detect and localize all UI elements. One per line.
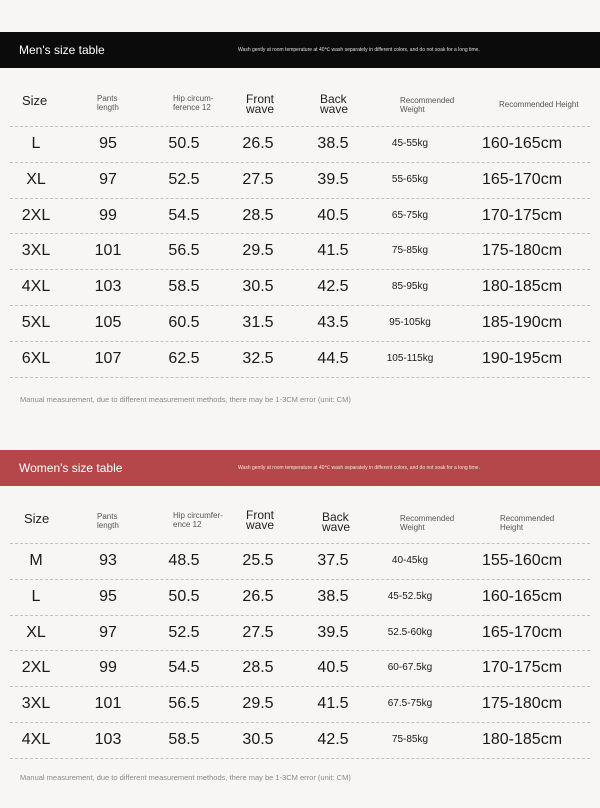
cell-pants: 95	[99, 135, 117, 152]
cell-weight: 105-115kg	[386, 352, 434, 364]
cell-back: 44.5	[317, 349, 349, 367]
cell-weight: 55-65kg	[391, 173, 429, 185]
women-size-table-banner	[0, 450, 600, 486]
table-row	[10, 579, 590, 614]
cell-back: 42.5	[317, 278, 349, 296]
header-back-wave: Back wave	[322, 510, 351, 534]
cell-front: 28.5	[242, 659, 274, 677]
cell-hip: 54.5	[168, 659, 200, 677]
table-row	[10, 198, 590, 233]
table-row	[10, 722, 590, 757]
header-pants-length: Pants length	[97, 512, 119, 530]
cell-pants: 103	[94, 731, 122, 748]
cell-size: XL	[26, 623, 46, 641]
cell-back: 39.5	[317, 623, 349, 641]
cell-hip: 56.5	[168, 695, 200, 713]
cell-size: 4XL	[21, 278, 51, 296]
cell-hip: 52.5	[168, 623, 200, 641]
cell-size: 2XL	[21, 206, 51, 224]
cell-weight: 52.5-60kg	[387, 626, 433, 638]
cell-front: 27.5	[242, 623, 274, 641]
cell-pants: 103	[94, 278, 122, 296]
header-size: Size	[24, 511, 50, 526]
table-row	[10, 686, 590, 721]
cell-height: 180-185cm	[481, 278, 563, 296]
cell-front: 30.5	[242, 278, 274, 296]
header-size: Size	[22, 93, 48, 108]
cell-back: 40.5	[317, 206, 349, 224]
cell-weight: 75-85kg	[391, 245, 429, 257]
cell-front: 25.5	[242, 552, 274, 569]
cell-hip: 56.5	[168, 242, 200, 260]
cell-hip: 58.5	[168, 278, 200, 296]
cell-pants: 99	[99, 206, 117, 224]
men-footnote: Manual measurement, due to different measurement methods, there may be 1-3CM error (unit: CM)	[20, 395, 351, 404]
cell-size: M	[29, 552, 43, 569]
cell-pants: 95	[99, 587, 117, 605]
cell-hip: 62.5	[168, 349, 200, 367]
women-footnote: Manual measurement, due to different measurement methods, there may be 1-3CM error (unit: CM)	[20, 773, 351, 782]
table-row	[10, 269, 590, 304]
cell-pants: 101	[94, 242, 122, 260]
cell-back: 41.5	[317, 695, 349, 713]
cell-height: 165-170cm	[481, 170, 563, 188]
cell-hip: 52.5	[168, 170, 200, 188]
header-recommended-height: Recommended Height	[500, 514, 555, 532]
cell-size: 2XL	[21, 659, 51, 677]
cell-height: 175-180cm	[481, 242, 563, 260]
cell-weight: 60-67.5kg	[387, 662, 433, 674]
cell-height: 160-165cm	[481, 135, 563, 152]
cell-height: 170-175cm	[481, 206, 563, 224]
cell-height: 170-175cm	[481, 659, 563, 677]
cell-size: L	[31, 135, 41, 152]
cell-weight: 95-105kg	[389, 317, 431, 328]
header-front-wave: Front wave	[246, 92, 275, 116]
women-wash-note: Wash gently at room temperature at 40℃ wash separately in different colors, and do not soak for a long time.	[238, 465, 480, 471]
cell-weight: 40-45kg	[391, 555, 429, 566]
cell-height: 175-180cm	[481, 695, 563, 713]
cell-weight: 45-52.5kg	[387, 590, 433, 602]
row-separator	[10, 377, 590, 378]
men-wash-note: Wash gently at room temperature at 40℃ wash separately in different colors, and do not soak for a long time.	[238, 47, 480, 53]
cell-front: 30.5	[242, 731, 274, 748]
cell-size: 5XL	[21, 314, 51, 331]
table-row	[10, 305, 590, 340]
cell-size: 4XL	[21, 731, 51, 748]
cell-pants: 93	[99, 552, 117, 569]
cell-pants: 99	[99, 659, 117, 677]
cell-front: 29.5	[242, 242, 274, 260]
cell-height: 185-190cm	[481, 314, 563, 331]
cell-front: 28.5	[242, 206, 274, 224]
cell-front: 29.5	[242, 695, 274, 713]
cell-back: 37.5	[317, 552, 349, 569]
cell-front: 26.5	[242, 135, 274, 152]
cell-size: 3XL	[21, 242, 51, 260]
table-row	[10, 233, 590, 268]
table-row	[10, 650, 590, 685]
header-hip: Hip circumfer- ence 12	[173, 511, 223, 529]
cell-pants: 105	[94, 314, 122, 331]
table-row	[10, 615, 590, 650]
header-recommended-weight: Recommended Weight	[400, 514, 455, 532]
men-size-table-title: Men's size table	[19, 43, 105, 57]
cell-hip: 60.5	[168, 314, 200, 331]
cell-back: 41.5	[317, 242, 349, 260]
cell-weight: 67.5-75kg	[387, 698, 433, 710]
cell-pants: 97	[99, 170, 117, 188]
cell-hip: 54.5	[168, 206, 200, 224]
cell-height: 165-170cm	[481, 623, 563, 641]
cell-front: 32.5	[242, 349, 274, 367]
row-separator	[10, 758, 590, 759]
cell-height: 160-165cm	[481, 587, 563, 605]
cell-front: 26.5	[242, 587, 274, 605]
cell-pants: 107	[94, 349, 122, 367]
cell-size: 6XL	[21, 349, 51, 367]
cell-size: XL	[26, 170, 46, 188]
cell-height: 190-195cm	[481, 349, 563, 367]
cell-height: 180-185cm	[481, 731, 563, 748]
header-recommended-height: Recommended Height	[499, 100, 579, 109]
cell-back: 39.5	[317, 170, 349, 188]
cell-weight: 75-85kg	[391, 734, 429, 745]
cell-back: 43.5	[317, 314, 349, 331]
cell-front: 27.5	[242, 170, 274, 188]
cell-size: L	[31, 587, 41, 605]
cell-weight: 65-75kg	[391, 209, 429, 221]
header-hip: Hip circum- ference 12	[173, 94, 214, 112]
header-recommended-weight: Recommended Weight	[400, 96, 455, 114]
cell-size: 3XL	[21, 695, 51, 713]
cell-back: 42.5	[317, 731, 349, 748]
table-row	[10, 543, 590, 578]
cell-pants: 101	[94, 695, 122, 713]
cell-height: 155-160cm	[481, 552, 563, 569]
cell-front: 31.5	[242, 314, 274, 331]
cell-hip: 50.5	[168, 135, 200, 152]
cell-weight: 85-95kg	[391, 281, 429, 293]
men-size-table-banner	[0, 32, 600, 68]
header-back-wave: Back wave	[320, 92, 349, 116]
cell-pants: 97	[99, 623, 117, 641]
header-front-wave: Front wave	[246, 508, 275, 532]
cell-back: 38.5	[317, 135, 349, 152]
cell-hip: 58.5	[168, 731, 200, 748]
women-size-table-title: Women's size table	[19, 461, 123, 475]
cell-hip: 50.5	[168, 587, 200, 605]
table-row	[10, 126, 590, 161]
table-row	[10, 162, 590, 197]
cell-back: 40.5	[317, 659, 349, 677]
cell-hip: 48.5	[168, 552, 200, 569]
cell-weight: 45-55kg	[391, 138, 429, 149]
header-pants-length: Pants length	[97, 94, 119, 112]
cell-back: 38.5	[317, 587, 349, 605]
table-row	[10, 341, 590, 376]
